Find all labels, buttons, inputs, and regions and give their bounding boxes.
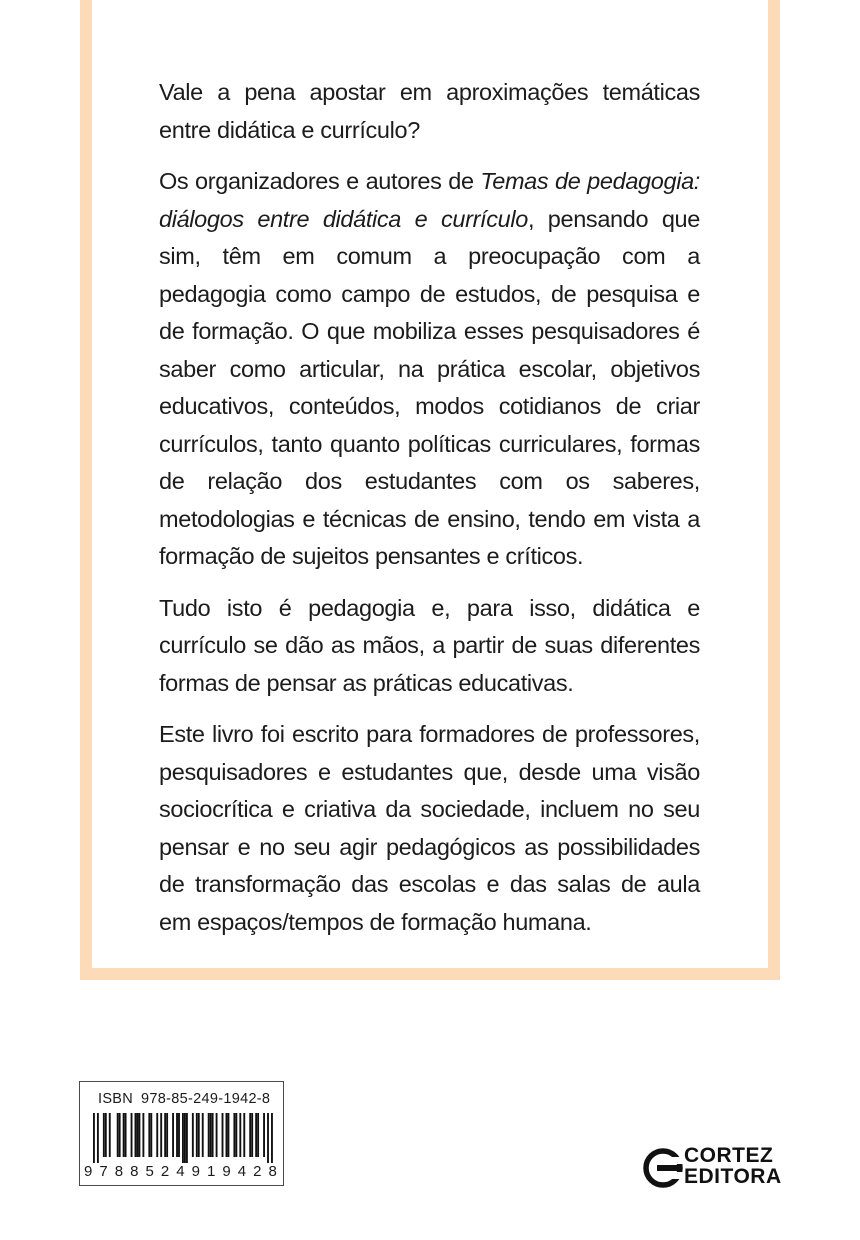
barcode-digit: 9 <box>222 1163 231 1180</box>
paragraph-audience: Este livro foi escrito para formadores de professores, pesquisadores e estudantes que, desde uma visão sociocrítica e criativa da sociedade, incluem no seu pensar e no seu agir pedagógicos as possibilidades de transformação das escolas e das salas de aula em espaços/tempos de formação humana. <box>159 721 700 935</box>
paragraph-authors-body: , pensando que sim, têm em comum a preocupação com a pedagogia como campo de estudos, de pesquisa e de formação. O que mobiliza esses pesquisadores é saber como articular, na prática escolar, objetivos educativos, conteúdos, modos cotidianos de criar currículos, tanto quanto políticas curriculares, formas de relação dos estudantes com os saberes, metodologias e técnicas de ensino, tendo em vista a formação de sujeitos pensantes e críticos. <box>159 205 700 569</box>
paragraph-question: Vale a pena apostar em aproximações temáticas entre didática e currículo? <box>159 79 700 143</box>
barcode-digit: 8 <box>114 1163 124 1180</box>
barcode-digits <box>84 1163 277 1180</box>
back-cover-text <box>159 74 700 941</box>
publisher-logo <box>643 1142 788 1194</box>
isbn-label: ISBN <box>98 1091 134 1107</box>
publisher-name-line1: CORTEZ <box>684 1144 774 1167</box>
barcode-digit: 8 <box>130 1163 139 1180</box>
barcode-digit: 2 <box>160 1163 170 1180</box>
paragraph-pedagogy: Tudo isto é pedagogia e, para isso, didática e currículo se dão as mãos, a partir de suas diferentes formas de pensar as práticas educativas. <box>159 594 700 696</box>
publisher-name-line2: EDITORA <box>684 1165 782 1188</box>
barcode-digit: 9 <box>191 1163 200 1180</box>
barcode-digit: 4 <box>237 1163 247 1180</box>
publisher-logo-icon <box>643 1144 683 1192</box>
book-title: Temas de pedagogia: diálogos entre didática e currículo <box>159 168 700 232</box>
paragraph-authors-intro: Os organizadores e autores de <box>159 168 481 194</box>
isbn-number: 978-85-249-1942-8 <box>141 1091 271 1107</box>
paragraph-authors <box>159 163 700 576</box>
barcode-digit: 1 <box>207 1163 216 1180</box>
isbn-line <box>98 1091 278 1107</box>
barcode-digit: 9 <box>84 1163 93 1180</box>
barcode-digit: 7 <box>99 1163 108 1180</box>
barcode-digit: 4 <box>176 1163 185 1180</box>
barcode-digit: 8 <box>268 1163 277 1180</box>
isbn-barcode <box>79 1081 284 1186</box>
barcode-bars-icon <box>93 1113 273 1163</box>
barcode-digit: 5 <box>145 1163 154 1180</box>
barcode-digit: 2 <box>253 1163 262 1180</box>
